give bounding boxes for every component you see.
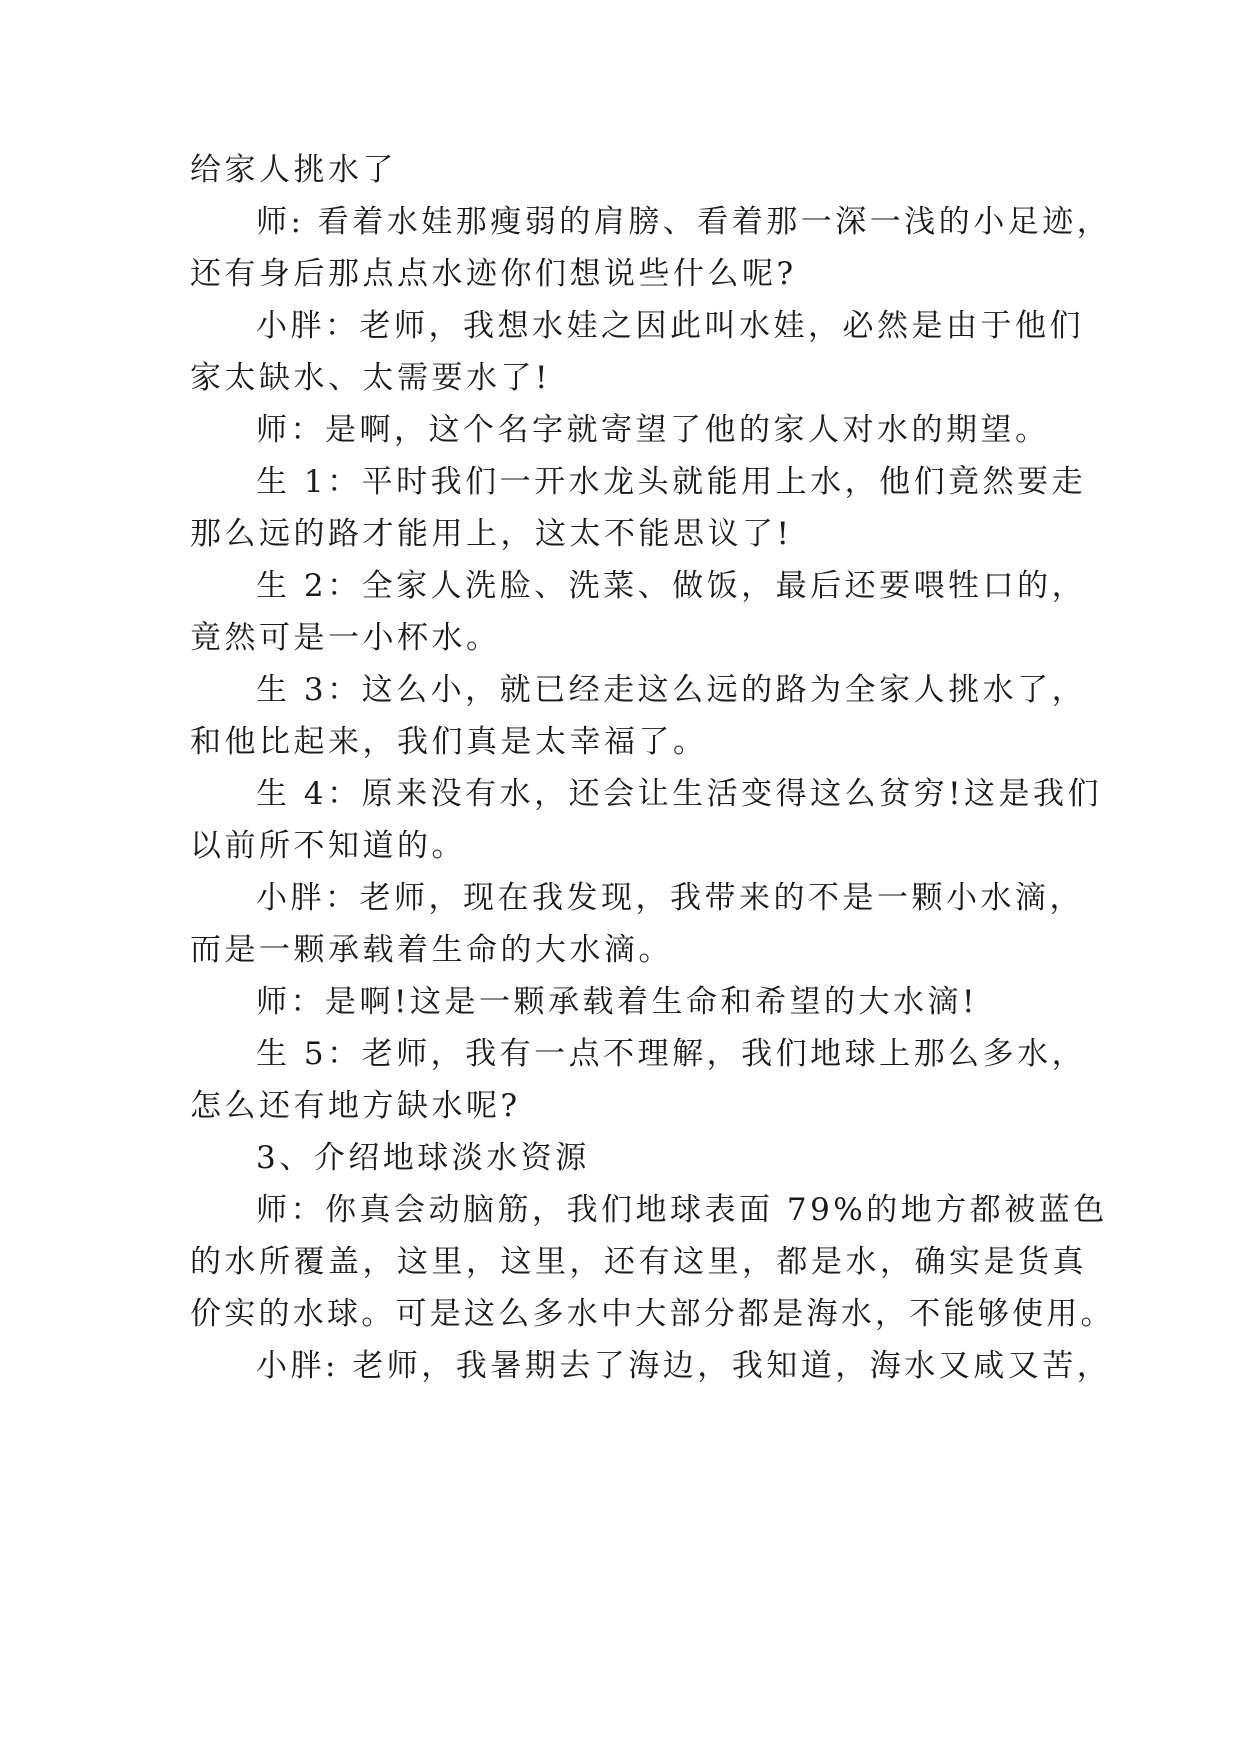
text-line-5: 家太缺水、太需要水了! [190,360,551,396]
text-line-2: 师: 看着水娃那瘦弱的肩膀、看着那一深一浅的小足迹， [256,204,1112,240]
text-line-8: 那么远的路才能用上，这太不能思议了! [190,516,793,552]
text-line-19: 怎么还有地方缺水呢? [190,1088,521,1124]
text-line-13: 生 4：原来没有水，还会让生活变得这么贫穷!这是我们 [256,776,1103,812]
text-line-21: 师：你真会动脑筋，我们地球表面 79%的地方都被蓝色 [256,1192,1108,1228]
section-heading: 3、介绍地球淡水资源 [256,1140,590,1176]
text-line-14: 以前所不知道的。 [190,828,466,864]
text-line-4: 小胖：老师，我想水娃之因此叫水娃，必然是由于他们 [256,308,1084,344]
text-line-1: 给家人挑水了 [190,152,397,188]
text-line-23: 价实的水球。可是这么多水中大部分都是海水，不能够使用。 [190,1296,1115,1332]
text-line-15: 小胖：老师，现在我发现，我带来的不是一颗小水滴， [256,880,1084,916]
text-line-16: 而是一颗承载着生命的大水滴。 [190,932,673,968]
text-line-24: 小胖: 老师，我暑期去了海边，我知道，海水又咸又苦， [256,1348,1112,1384]
text-line-9: 生 2：全家人洗脸、洗菜、做饭，最后还要喂牲口的， [256,568,1087,604]
text-line-12: 和他比起来，我们真是太幸福了。 [190,724,708,760]
text-line-22: 的水所覆盖，这里，这里，还有这里，都是水，确实是货真 [190,1244,1087,1280]
text-line-11: 生 3：这么小，就已经走这么远的路为全家人挑水了， [256,672,1087,708]
text-line-18: 生 5：老师，我有一点不理解，我们地球上那么多水， [256,1036,1087,1072]
text-line-17: 师：是啊!这是一颗承载着生命和希望的大水滴! [256,984,978,1020]
text-line-7: 生 1：平时我们一开水龙头就能用上水，他们竟然要走 [256,464,1087,500]
text-line-10: 竟然可是一小杯水。 [190,620,501,656]
text-line-3: 还有身后那点点水迹你们想说些什么呢? [190,256,797,292]
text-line-6: 师：是啊，这个名字就寄望了他的家人对水的期望。 [256,412,1050,448]
